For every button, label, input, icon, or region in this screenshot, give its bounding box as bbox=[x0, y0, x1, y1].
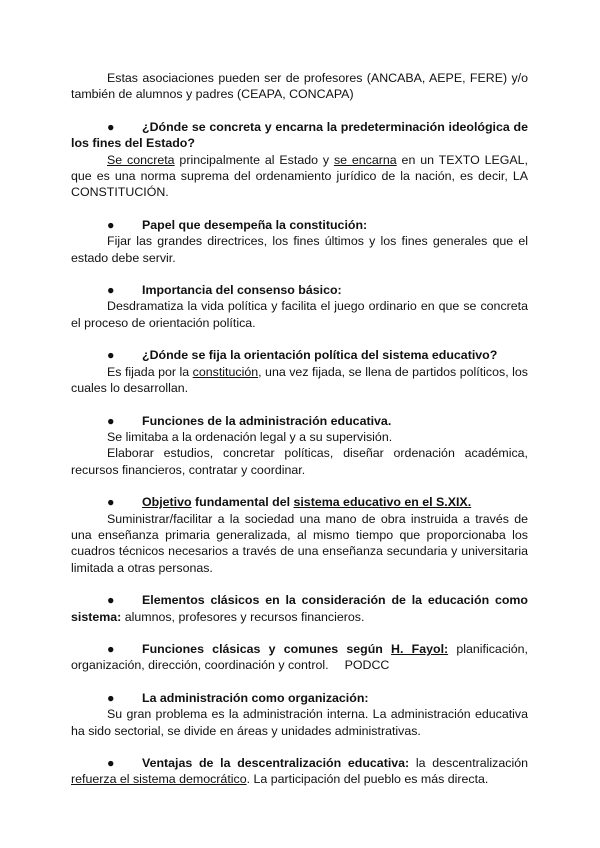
heading-decentralization-advantages: ● Ventajas de la descentralización educativa: la descentralización refuerza el sistema democrático. La participación del pueblo es más directa. bbox=[71, 756, 528, 787]
paragraph-ideological-predetermination: Se concreta principalmente al Estado y se encarna en un TEXTO LEGAL, que es una norma suprema del ordenamiento jurídico de la nación, es decir, LA CONSTITUCIÓN. bbox=[71, 152, 528, 200]
bullet-icon: ● bbox=[107, 641, 115, 656]
bullet-icon: ● bbox=[107, 348, 115, 363]
heading-administration-functions: ● Funciones de la administración educativa. bbox=[107, 413, 392, 428]
heading-fayol-functions: ● Funciones clásicas y comunes según H. Fayol: planificación, organización, dirección, coordinación y control. PODCC bbox=[71, 641, 528, 673]
paragraph-constitution-role: Fijar las grandes directrices, los fines últimos y los fines generales que el estado debe servir. bbox=[71, 234, 528, 265]
heading-political-orientation: ● ¿Dónde se fija la orientación política del sistema educativo? bbox=[107, 348, 498, 363]
document-content bbox=[71, 70, 528, 788]
bullet-icon: ● bbox=[107, 495, 115, 510]
intro-paragraph: Estas asociaciones pueden ser de profesores (ANCABA, AEPE, FERE) y/o también de alumnos y padres (CEAPA, CONCAPA) bbox=[71, 71, 528, 102]
heading-classic-elements: ● Elementos clásicos en la consideración de la educación como sistema: alumnos, profesores y recursos financieros. bbox=[71, 593, 528, 624]
heading-ideological-predetermination: ● ¿Dónde se concreta y encarna la predeterminación ideológica de los fines del Estado? bbox=[71, 119, 528, 151]
paragraph-educational-objective-xix: Suministrar/facilitar a la sociedad una mano de obra instruida a través de una enseñanza primaria generalizada, al mismo tiempo que proporcionaba los cuadros técnicos necesarios a través de una enseñanza secundaria y universitaria limitada a otras personas. bbox=[71, 511, 528, 575]
paragraph-administration-organization: Su gran problema es la administración interna. La administración educativa ha sido sectorial, se divide en áreas y unidades administrativas. bbox=[71, 707, 528, 738]
bullet-icon: ● bbox=[107, 283, 115, 298]
bullet-icon: ● bbox=[107, 690, 115, 705]
heading-constitution-role: ● Papel que desempeña la constitución: bbox=[107, 217, 368, 232]
heading-administration-organization: ● La administración como organización: bbox=[107, 690, 369, 705]
paragraph-basic-consensus: Desdramatiza la vida política y facilita el juego ordinario en que se concreta el proceso de orientación política. bbox=[71, 299, 528, 330]
bullet-icon: ● bbox=[107, 119, 115, 134]
heading-basic-consensus: ● Importancia del consenso básico: bbox=[107, 283, 342, 298]
paragraph-administration-functions-2: Elaborar estudios, concretar políticas, diseñar ordenación académica, recursos financieros, contratar y coordinar. bbox=[71, 446, 528, 477]
bullet-icon: ● bbox=[107, 217, 115, 232]
bullet-icon: ● bbox=[107, 593, 115, 608]
heading-educational-objective-xix: ● Objetivo fundamental del sistema educativo en el S.XIX. bbox=[107, 495, 472, 510]
bullet-icon: ● bbox=[107, 756, 115, 770]
paragraph-political-orientation: Es fijada por la constitución, una vez fijada, se llena de partidos políticos, los cuales lo desarrollan. bbox=[71, 364, 529, 396]
paragraph-administration-functions-1: Se limitaba a la ordenación legal y a su supervisión. bbox=[107, 429, 393, 444]
bullet-icon: ● bbox=[107, 413, 115, 428]
